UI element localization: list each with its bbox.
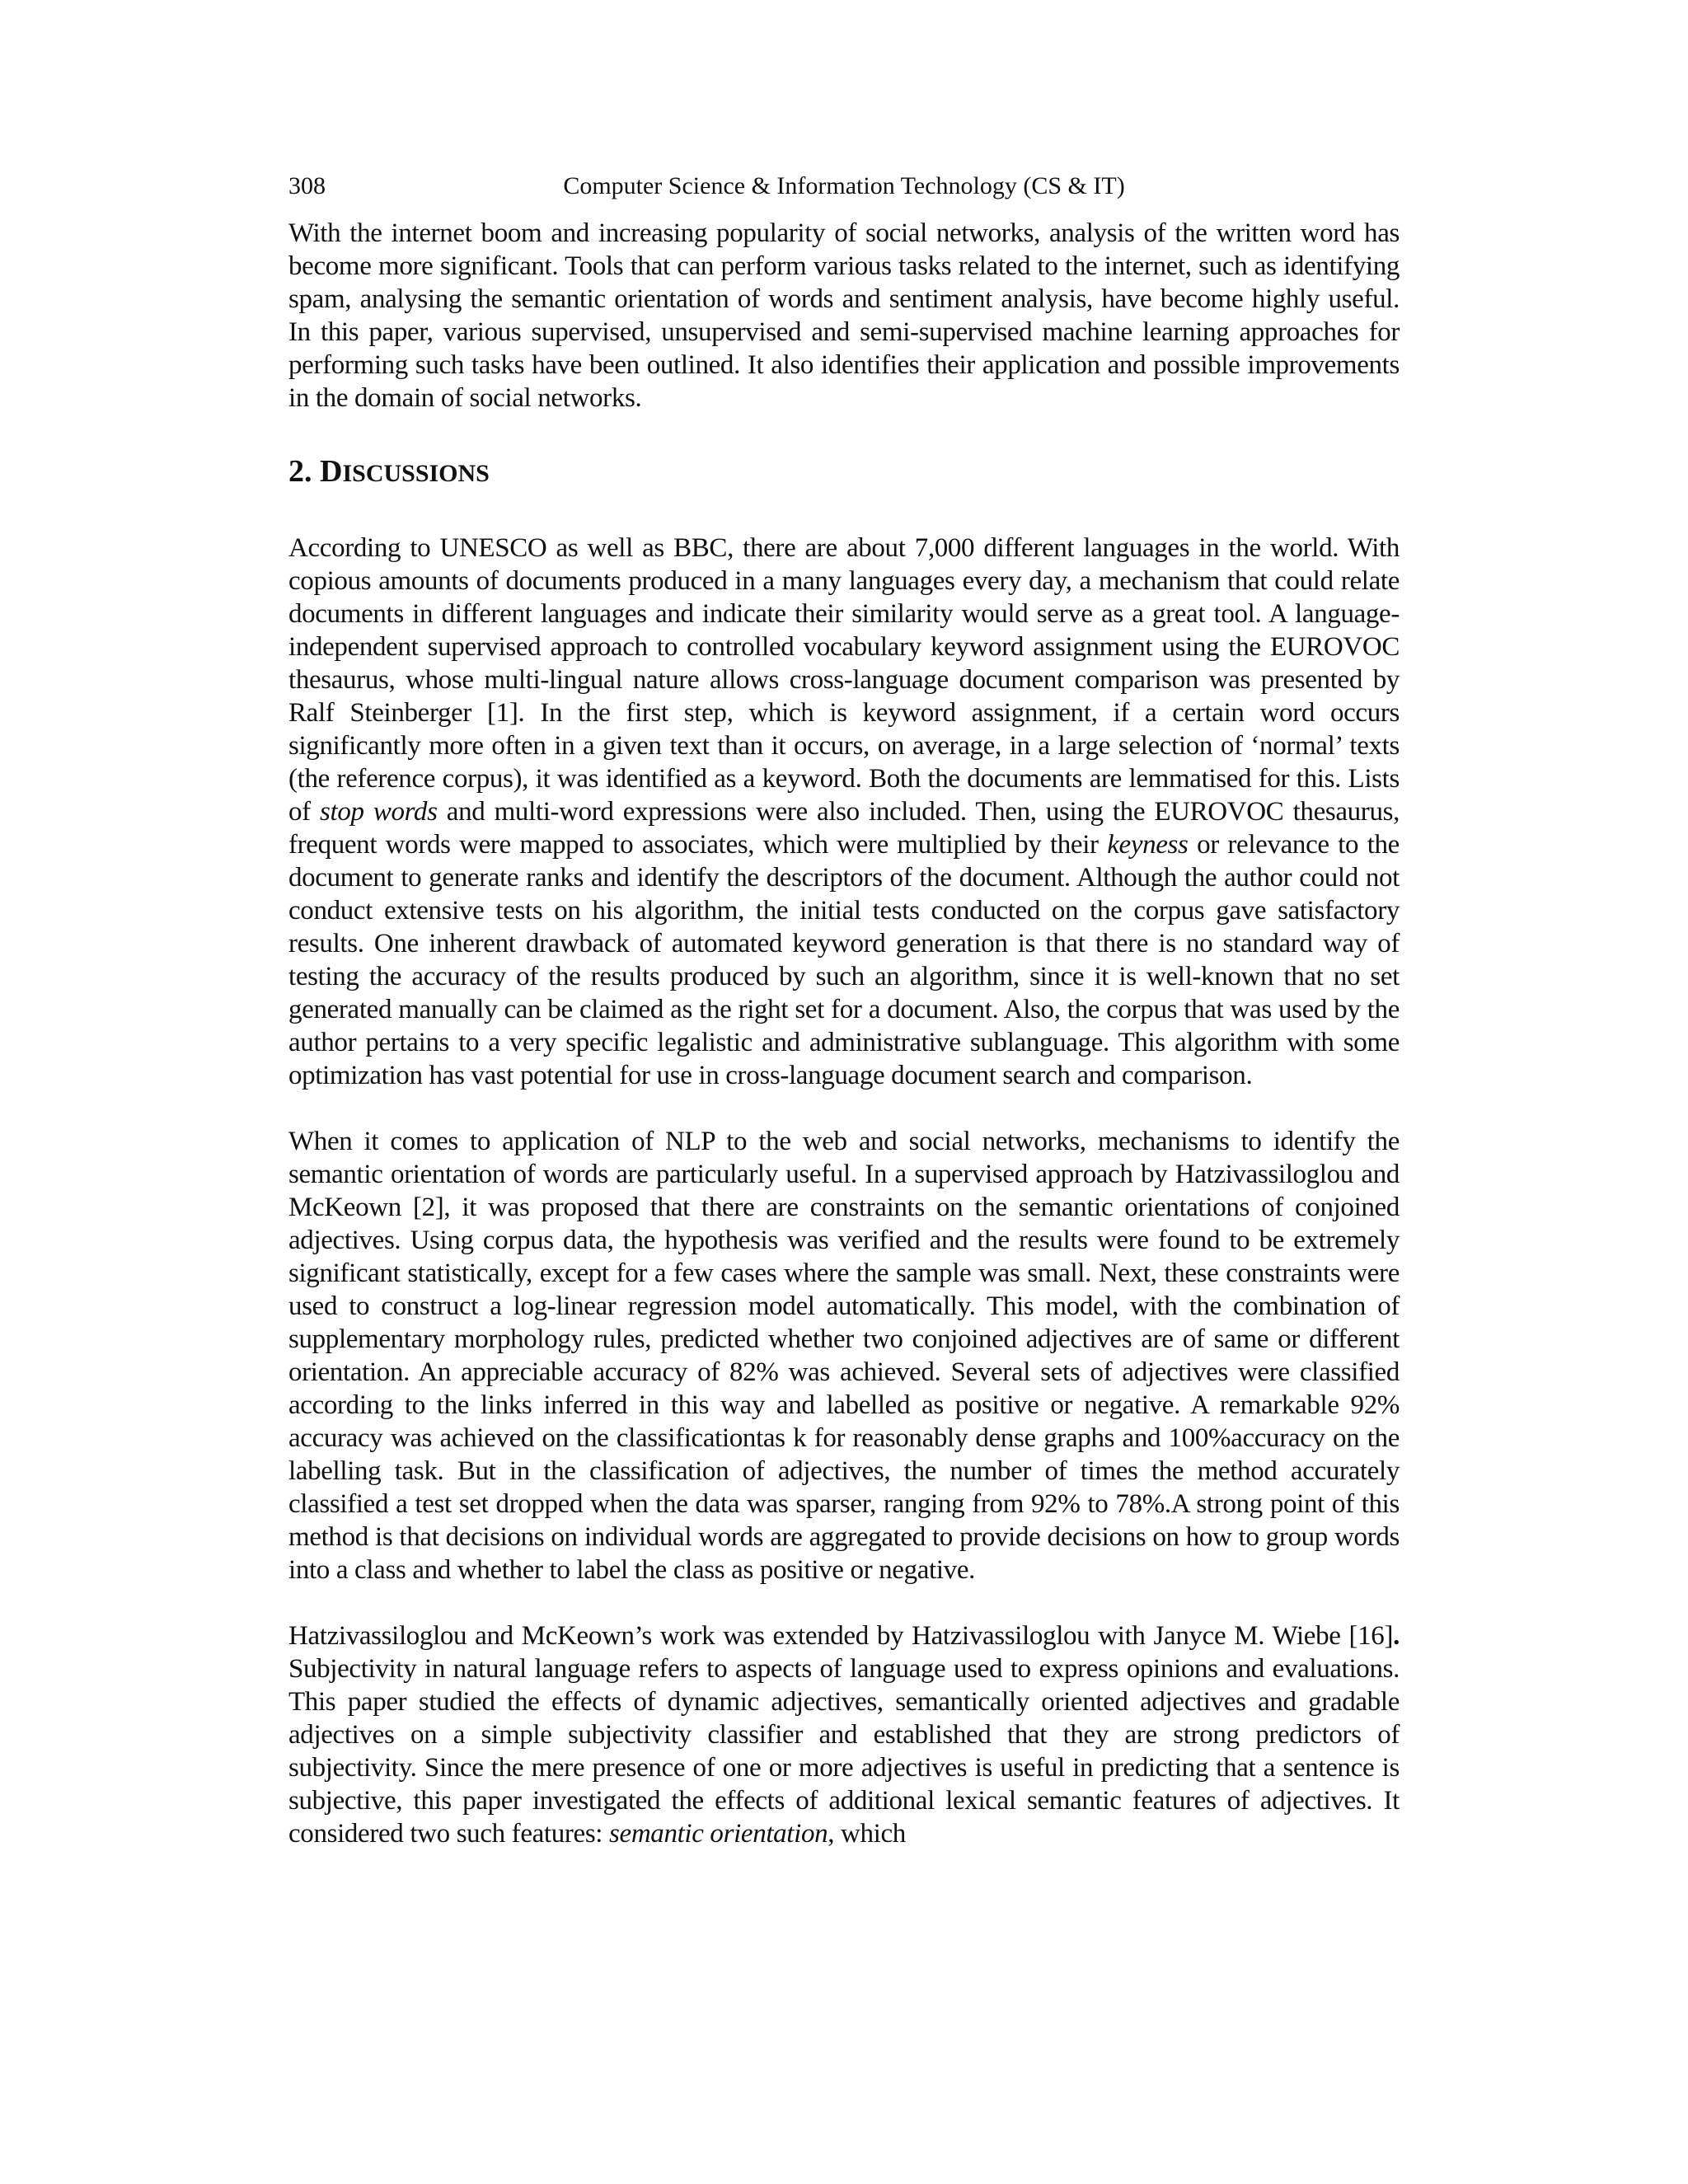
page-body — [288, 217, 1400, 1850]
paragraph-semantic-orientation: When it comes to application of NLP to the web and social networks, mechanisms to identify the semantic orientation of words are particularly useful. In a supervised approach by Hatzivassiloglou and McKeown [2], it was proposed that there are constraints on the semantic orientations of conjoined adjectives. Using corpus data, the hypothesis was verified and the results were found to be extremely significant statistically, except for a few cases where the sample was small. Next, these constraints were used to construct a log-linear regression model automatically. This model, with the combination of supplementary morphology rules, predicted whether two conjoined adjectives are of same or different orientation. An appreciable accuracy of 82% was achieved. Several sets of adjectives were classified according to the links inferred in this way and labelled as positive or negative. A remarkable 92% accuracy was achieved on the classificationtas k for reasonably dense graphs and 100%accuracy on the labelling task. But in the classification of adjectives, the number of times the method accurately classified a test set dropped when the data was sparser, ranging from 92% to 78%.A strong point of this method is that decisions on individual words are aggregated to provide decisions on how to group words into a class and whether to label the class as positive or negative. — [288, 1127, 1400, 1585]
paragraph-text: According to UNESCO as well as BBC, there are about 7,000 different languages in the world. With copious amounts of documents produced in a many languages every day, a mechanism that could relate documents in different languages and indicate their similarity would serve as a great tool. A language-independent supervised approach to controlled vocabulary keyword assignment using the EUROVOC thesaurus, whose multi-lingual nature allows cross-language document comparison was presented by Ralf Steinberger [1]. In the first step, which is keyword assignment, if a certain word occurs significantly more often in a given text than it occurs, on average, in a large selection of ‘normal’ texts (the reference corpus), it was identified as a keyword. Both the documents are lemmatised for this. Lists of — [288, 533, 1400, 827]
paragraph-text: , which — [828, 1819, 906, 1849]
intro-paragraph: With the internet boom and increasing popularity of social networks, analysis of the written word has become more significant. Tools that can perform various tasks related to the internet, such as identifying spam, analysing the semantic orientation of words and sentiment analysis, have become highly useful. In this paper, various supervised, unsupervised and semi-supervised machine learning approaches for performing such tasks have been outlined. It also identifies their application and possible improvements in the domain of social networks. — [288, 218, 1400, 413]
italic-term: semantic orientation — [609, 1819, 828, 1849]
page-number: 308 — [288, 172, 326, 199]
paragraph-text: and multi-word expressions were also included. Then, using the EUROVOC thesaurus, frequent words were mapped to associates, which were multiplied by their — [288, 797, 1400, 860]
paragraph-text: or relevance to the document to generate ranks and identify the descriptors of the document. Although the author could not conduct extensive tests on his algorithm, the initial tests conducted on the corpus gave satisfactory results. One inherent drawback of automated keyword generation is that there is no standard way of testing the accuracy of the results produced by such an algorithm, since it is well-known that no set generated manually can be claimed as the right set for a document. Also, the corpus that was used by the author pertains to a very specific legalistic and administrative sublanguage. This algorithm with some optimization has vast potential for use in cross-language document search and comparison. — [288, 830, 1400, 1090]
italic-term: stop words — [320, 797, 438, 827]
paragraph-eurovoc — [288, 532, 1400, 1092]
paragraph-text: Subjectivity in natural language refers to aspects of language used to express opinions and evaluations. This paper studied the effects of dynamic adjectives, semantically oriented adjectives and gradable adjectives on a simple subjectivity classifier and established that they are strong predictors of subjectivity. Since the mere presence of one or more adjectives is useful in predicting that a sentence is subjective, this paper investigated the effects of additional lexical semantic features of adjectives. It considered two such features: — [288, 1654, 1400, 1849]
running-title: Computer Science & Information Technology (CS & IT) — [563, 172, 1125, 199]
italic-term: keyness — [1107, 830, 1189, 860]
section-number: 2. D — [288, 454, 343, 489]
page-header — [288, 170, 1400, 203]
paragraph-text: Hatzivassiloglou and McKeown’s work was extended by Hatzivassiloglou with Janyce M. Wiebe [16] — [288, 1621, 1394, 1651]
section-title: ISCUSSIONS — [342, 460, 490, 487]
section-heading — [288, 452, 1400, 493]
bold-period: . — [1393, 1621, 1400, 1651]
paragraph-subjectivity — [288, 1619, 1400, 1850]
